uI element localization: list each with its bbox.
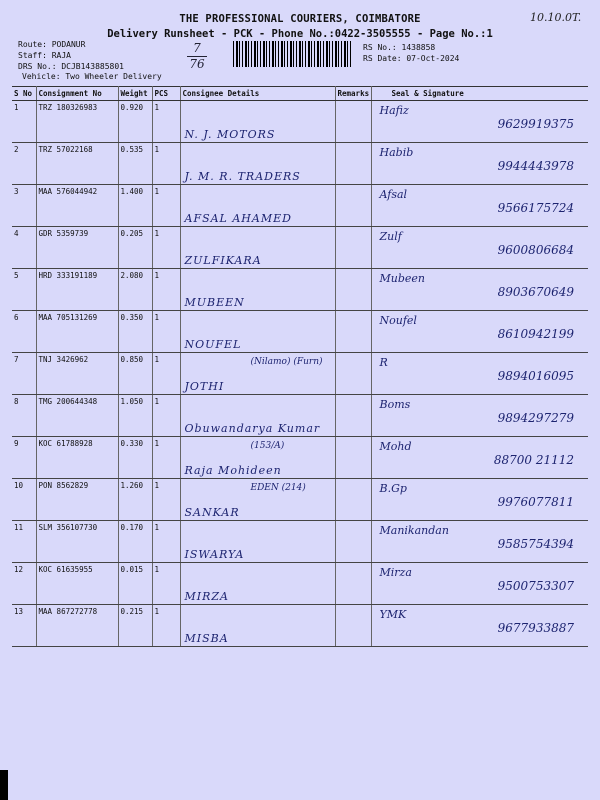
row-consignee <box>180 143 335 185</box>
row-pcs: 1 <box>152 311 180 353</box>
phone-handwriting: 9600806684 <box>497 243 574 257</box>
phone-handwriting: 9500753307 <box>497 579 574 593</box>
row-pcs: 1 <box>152 479 180 521</box>
row-consignment-no: MAA 576044942 <box>36 185 118 227</box>
rs-date-label: RS Date: 07-Oct-2024 <box>363 54 460 63</box>
phone-handwriting: 9629919375 <box>497 117 574 131</box>
row-consignee <box>180 605 335 647</box>
col-sno: S No <box>12 87 36 101</box>
row-consignee <box>180 563 335 605</box>
signature-handwriting: Mirza <box>379 566 412 579</box>
row-sno: 12 <box>12 563 36 605</box>
row-remarks <box>335 353 371 395</box>
row-signature <box>371 605 588 647</box>
row-consignment-no: HRD 333191189 <box>36 269 118 311</box>
row-sno: 10 <box>12 479 36 521</box>
fraction-top: 7 <box>193 41 201 55</box>
row-remarks <box>335 521 371 563</box>
row-remarks <box>335 185 371 227</box>
row-pcs: 1 <box>152 143 180 185</box>
row-pcs: 1 <box>152 521 180 563</box>
consignee-note: (153/A) <box>250 441 285 451</box>
rs-no-label: RS No.: 1438858 <box>363 43 436 52</box>
table-row <box>12 563 588 605</box>
route-label: Route: PODANUR <box>18 40 86 49</box>
staff-label: Staff: RAJA <box>18 51 71 60</box>
signature-handwriting: Boms <box>379 398 411 411</box>
row-pcs: 1 <box>152 353 180 395</box>
col-weight: Weight <box>118 87 152 101</box>
row-signature <box>371 521 588 563</box>
row-consignee <box>180 185 335 227</box>
row-sno: 2 <box>12 143 36 185</box>
phone-handwriting: 9976077811 <box>497 495 574 509</box>
row-consignment-no: TMG 200644348 <box>36 395 118 437</box>
row-consignment-no: KOC 61788928 <box>36 437 118 479</box>
row-signature <box>371 395 588 437</box>
phone-handwriting: 8903670649 <box>497 285 574 299</box>
row-sno: 8 <box>12 395 36 437</box>
row-weight: 0.850 <box>118 353 152 395</box>
col-remarks: Remarks <box>335 87 371 101</box>
col-consignee: Consignee Details <box>180 87 335 101</box>
row-consignee <box>180 227 335 269</box>
row-consignment-no: MAA 867272778 <box>36 605 118 647</box>
company-title: THE PROFESSIONAL COURIERS, COIMBATORE <box>179 13 421 25</box>
col-consignment: Consignment No <box>36 87 118 101</box>
row-consignment-no: GDR 5359739 <box>36 227 118 269</box>
table-row <box>12 395 588 437</box>
runsheet-table <box>12 86 588 647</box>
row-signature <box>371 479 588 521</box>
row-pcs: 1 <box>152 185 180 227</box>
phone-handwriting: 88700 21112 <box>493 453 574 467</box>
row-weight: 0.170 <box>118 521 152 563</box>
consignee-handwriting: Obuwandarya Kumar <box>184 422 321 435</box>
row-signature <box>371 185 588 227</box>
table-row <box>12 101 588 143</box>
row-consignee <box>180 311 335 353</box>
phone-handwriting: 9894297279 <box>497 411 574 425</box>
signature-handwriting: B.Gp <box>379 482 407 495</box>
consignee-handwriting: MISBA <box>184 632 229 645</box>
col-pcs: PCS <box>152 87 180 101</box>
vehicle-label: Vehicle: Two Wheeler Delivery <box>22 72 162 81</box>
table-row <box>12 437 588 479</box>
row-remarks <box>335 437 371 479</box>
row-signature <box>371 227 588 269</box>
row-remarks <box>335 395 371 437</box>
consignee-handwriting: ISWARYA <box>184 548 245 561</box>
table-row <box>12 353 588 395</box>
table-row <box>12 227 588 269</box>
row-weight: 0.535 <box>118 143 152 185</box>
row-consignee <box>180 353 335 395</box>
row-consignment-no: TNJ 3426962 <box>36 353 118 395</box>
row-weight: 0.330 <box>118 437 152 479</box>
row-weight: 1.050 <box>118 395 152 437</box>
row-consignment-no: KOC 61635955 <box>36 563 118 605</box>
consignee-handwriting: N. J. MOTORS <box>184 128 276 141</box>
consignee-handwriting: AFSAL AHAMED <box>184 212 292 225</box>
table-row <box>12 143 588 185</box>
signature-handwriting: Mubeen <box>379 272 425 285</box>
consignee-note: (Nilamo) (Furn) <box>250 357 323 367</box>
consignee-handwriting: NOUFEL <box>184 338 242 351</box>
row-sno: 13 <box>12 605 36 647</box>
row-consignee <box>180 395 335 437</box>
table-row <box>12 479 588 521</box>
row-consignee <box>180 101 335 143</box>
row-signature <box>371 269 588 311</box>
runsheet-subtitle: Delivery Runsheet - PCK - Phone No.:0422-3505555 - Page No.:1 <box>107 28 493 40</box>
row-remarks <box>335 605 371 647</box>
row-sno: 11 <box>12 521 36 563</box>
fraction-bottom: 76 <box>189 57 205 71</box>
row-consignee <box>180 437 335 479</box>
row-weight: 0.215 <box>118 605 152 647</box>
row-consignment-no: MAA 705131269 <box>36 311 118 353</box>
phone-handwriting: 9944443978 <box>497 159 574 173</box>
row-pcs: 1 <box>152 269 180 311</box>
consignee-handwriting: MUBEEN <box>184 296 245 309</box>
row-sno: 9 <box>12 437 36 479</box>
phone-handwriting: 9585754394 <box>497 537 574 551</box>
row-signature <box>371 101 588 143</box>
row-signature <box>371 353 588 395</box>
row-weight: 0.015 <box>118 563 152 605</box>
scan-edge-mark <box>0 770 8 800</box>
table-row <box>12 521 588 563</box>
consignee-handwriting: JOTHI <box>184 380 225 393</box>
signature-handwriting: Hafiz <box>379 104 409 117</box>
row-signature <box>371 563 588 605</box>
row-remarks <box>335 311 371 353</box>
signature-handwriting: Mohd <box>379 440 412 453</box>
table-header-row <box>12 87 588 101</box>
row-pcs: 1 <box>152 437 180 479</box>
row-weight: 0.920 <box>118 101 152 143</box>
row-consignee <box>180 521 335 563</box>
row-remarks <box>335 563 371 605</box>
phone-handwriting: 9894016095 <box>497 369 574 383</box>
row-consignment-no: PON 8562829 <box>36 479 118 521</box>
handwritten-fraction <box>187 42 207 71</box>
row-pcs: 1 <box>152 605 180 647</box>
row-pcs: 1 <box>152 563 180 605</box>
row-weight: 1.260 <box>118 479 152 521</box>
row-remarks <box>335 101 371 143</box>
row-signature <box>371 143 588 185</box>
row-weight: 1.400 <box>118 185 152 227</box>
row-sno: 3 <box>12 185 36 227</box>
table-row <box>12 605 588 647</box>
signature-handwriting: YMK <box>379 608 407 621</box>
row-pcs: 1 <box>152 101 180 143</box>
consignee-handwriting: MIRZA <box>184 590 229 603</box>
row-consignee <box>180 479 335 521</box>
consignee-handwriting: SANKAR <box>184 506 240 519</box>
row-consignment-no: TRZ 57022168 <box>36 143 118 185</box>
phone-handwriting: 9677933887 <box>497 621 574 635</box>
row-sno: 4 <box>12 227 36 269</box>
table-row <box>12 185 588 227</box>
row-consignee <box>180 269 335 311</box>
row-signature <box>371 437 588 479</box>
consignee-handwriting: Raja Mohideen <box>184 464 282 477</box>
row-remarks <box>335 479 371 521</box>
row-weight: 0.350 <box>118 311 152 353</box>
row-remarks <box>335 227 371 269</box>
row-sno: 5 <box>12 269 36 311</box>
signature-handwriting: Zulf <box>379 230 402 243</box>
drs-label: DRS No.: DCJB143885801 <box>18 62 124 71</box>
row-signature <box>371 311 588 353</box>
signature-handwriting: Habib <box>379 146 414 159</box>
table-row <box>12 311 588 353</box>
row-remarks <box>335 143 371 185</box>
row-sno: 6 <box>12 311 36 353</box>
row-consignment-no: TRZ 180326983 <box>36 101 118 143</box>
row-weight: 2.080 <box>118 269 152 311</box>
phone-handwriting: 8610942199 <box>497 327 574 341</box>
signature-handwriting: Afsal <box>379 188 408 201</box>
col-signature: Seal & Signature <box>371 87 588 101</box>
row-weight: 0.205 <box>118 227 152 269</box>
consignee-note: EDEN (214) <box>250 483 306 493</box>
row-pcs: 1 <box>152 227 180 269</box>
barcode <box>233 41 351 67</box>
row-consignment-no: SLM 356107730 <box>36 521 118 563</box>
row-sno: 7 <box>12 353 36 395</box>
row-sno: 1 <box>12 101 36 143</box>
consignee-handwriting: J. M. R. TRADERS <box>184 170 301 183</box>
row-remarks <box>335 269 371 311</box>
row-pcs: 1 <box>152 395 180 437</box>
consignee-handwriting: ZULFIKARA <box>184 254 262 267</box>
phone-handwriting: 9566175724 <box>497 201 574 215</box>
handwritten-date: 10.10.0T. <box>530 11 582 24</box>
signature-handwriting: R <box>379 356 388 369</box>
signature-handwriting: Noufel <box>379 314 417 327</box>
signature-handwriting: Manikandan <box>379 524 449 537</box>
table-row <box>12 269 588 311</box>
